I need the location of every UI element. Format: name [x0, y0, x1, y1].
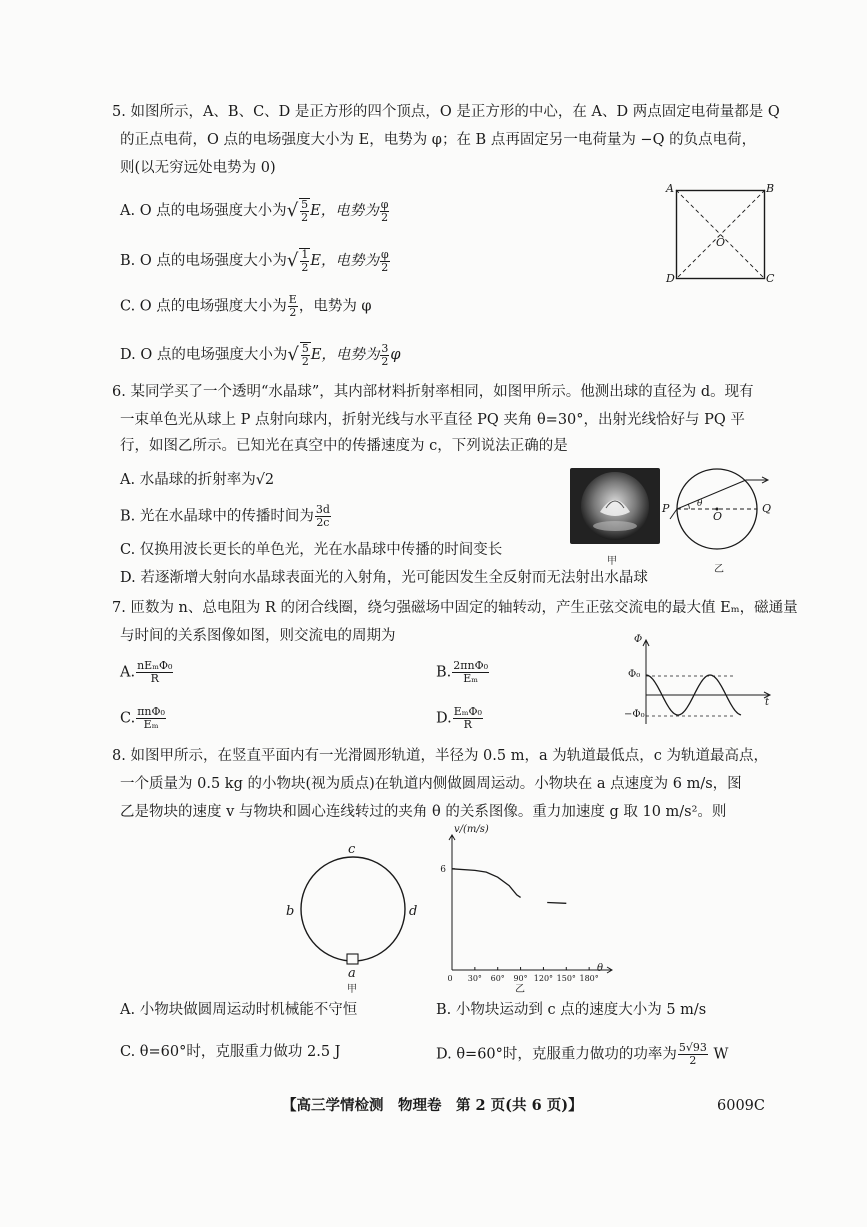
q6-label-o: O [713, 510, 723, 523]
q5-label-a: A [666, 182, 674, 195]
chart-series-line-1 [547, 903, 566, 904]
q8-option-d: D. θ=60°时，克服重力做功的功率为 $\frac{5√93}{2}$ W [436, 1041, 729, 1067]
q5-label-c: C [766, 272, 775, 285]
q8-option-c: C. θ=60°时，克服重力做功 2.5 J [120, 1044, 341, 1060]
chart-x-tick-label: 30° [467, 974, 482, 983]
q6-option-b: B. 光在水晶球中的传播时间为 $\frac{3d}{2c}$ [120, 503, 330, 529]
footer-code: 6009C [717, 1098, 765, 1114]
q7-option-c: C. $\frac{\text{πnΦ₀}}{\text{Eₘ}}$ [120, 705, 165, 731]
q7-axis-phi: Φ [634, 634, 643, 645]
q7-axis-t: t [765, 697, 770, 708]
q5-label-d: D [666, 272, 675, 285]
chart-x-tick-label: 0 [447, 974, 453, 983]
chart-y-tick-label: 6 [440, 864, 446, 875]
q8-label-c: c [348, 842, 356, 857]
q5-option-a: A. O 点的电场强度大小为√ $\frac{5}{2}$ E，电势为 $\frac{\varphi}{2}$ [120, 197, 389, 224]
q6-label-q: Q [762, 502, 772, 515]
footer-page-info: 【高三学情检测 物理卷 第 2 页(共 6 页)】 [282, 1097, 583, 1114]
chart-series-line-0 [452, 869, 521, 898]
q8-chart-xlabel: θ [597, 963, 604, 974]
q7-label-phi0: Φ₀ [628, 669, 641, 680]
q7-flux-graph [646, 638, 776, 728]
q7-label-neg-phi0: −Φ₀ [624, 709, 645, 720]
q5-line3: 则(以无穷远处电势为 0) [120, 160, 276, 176]
q8-option-b: B. 小物块运动到 c 点的速度大小为 5 m/s [436, 1002, 707, 1018]
q6-option-c: C. 仅换用波长更长的单色光，光在水晶球中传播的时间变长 [120, 542, 503, 558]
q8-velocity-chart [440, 830, 620, 990]
q6-line1: 6. 某同学买了一个透明“水晶球”，其内部材料折射率相同，如图甲所示。他测出球的直径为 d。现有 [112, 384, 754, 400]
q8-chart-ylabel: v/(m/s) [454, 824, 489, 835]
q8-label-b: b [286, 904, 295, 919]
q6-refraction-figure [676, 464, 776, 564]
q8-label-a: a [348, 966, 356, 981]
q5-option-d: D. O 点的电场强度大小为√ $\frac{5}{2}$ E，电势为 $\frac{3}{2}$ φ [120, 341, 401, 368]
q7-line1: 7. 匝数为 n、总电阻为 R 的闭合线圈，绕匀强磁场中固定的轴转动，产生正弦交流电的最大值 Eₘ，磁通量 [112, 600, 798, 616]
q5-label-o: O [716, 236, 726, 249]
q8-option-a: A. 小物块做圆周运动时机械能不守恒 [120, 1002, 358, 1018]
q6-option-d: D. 若逐渐增大射向水晶球表面光的入射角，光可能因发生全反射而无法射出水晶球 [120, 570, 648, 586]
q6-option-a: A. 水晶球的折射率为√2 [120, 472, 275, 488]
q6-fig-jia-caption: 甲 [607, 556, 617, 567]
q5-line1: 5. 如图所示，A、B、C、D 是正方形的四个顶点，O 是正方形的中心，在 A、D 两点固定电荷量都是 Q [112, 104, 780, 120]
q7-option-a: A. $\frac{\text{nEₘΦ₀}}{R}$ [120, 659, 173, 685]
q6-label-theta: θ [697, 499, 703, 509]
chart-x-tick-label: 180° [579, 974, 599, 983]
q7-line2: 与时间的关系图像如图，则交流电的周期为 [120, 628, 396, 644]
chart-x-tick-label: 90° [513, 974, 528, 983]
chart-x-tick-label: 60° [490, 974, 505, 983]
q8-fig-jia-caption: 甲 [347, 984, 357, 995]
q8-line3: 乙是物块的速度 v 与物块和圆心连线转过的夹角 θ 的关系图像。重力加速度 g 取 10 m/s²。则 [120, 804, 727, 820]
q7-option-d: D. $\frac{\text{EₘΦ₀}}{R}$ [436, 705, 482, 731]
q6-line2: 一束单色光从球上 P 点射向球内，折射光线与水平直径 PQ 夹角 θ=30°，出射光线恰好与 PQ 平 [120, 412, 745, 428]
crystal-ball-photo [570, 468, 660, 544]
q8-line1: 8. 如图甲所示，在竖直平面内有一光滑圆形轨道，半径为 0.5 m，a 为轨道最低点，c 为轨道最高点， [112, 748, 768, 764]
chart-x-tick-label: 150° [556, 974, 576, 983]
q5-line2: 的正点电荷，O 点的电场强度大小为 E，电势为 φ；在 B 点再固定另一电荷量为 −Q 的负点电荷， [120, 132, 757, 148]
q5-square-figure [676, 190, 766, 280]
q6-label-p: P [662, 502, 670, 515]
q8-line2: 一个质量为 0.5 kg 的小物块(视为质点)在轨道内侧做圆周运动。小物块在 a 点速度为 6 m/s，图 [120, 776, 742, 792]
q5-option-c: C. O 点的电场强度大小为 $\frac{E}{2}$ ，电势为 φ [120, 293, 372, 319]
q5-label-b: B [766, 182, 775, 195]
q6-line3: 行，如图乙所示。已知光在真空中的传播速度为 c，下列说法正确的是 [120, 438, 568, 454]
q7-option-b: B. $\frac{\text{2πnΦ₀}}{\text{Eₘ}}$ [436, 659, 489, 685]
chart-x-tick-label: 120° [533, 974, 554, 983]
q8-track-figure [298, 854, 408, 966]
q8-label-d: d [409, 904, 418, 919]
q5-option-b: B. O 点的电场强度大小为√ $\frac{1}{2}$ E，电势为 $\frac{\varphi}{2}$ [120, 247, 389, 274]
q6-fig-yi-caption: 乙 [714, 564, 724, 575]
q8-fig-yi-caption: 乙 [515, 984, 525, 995]
